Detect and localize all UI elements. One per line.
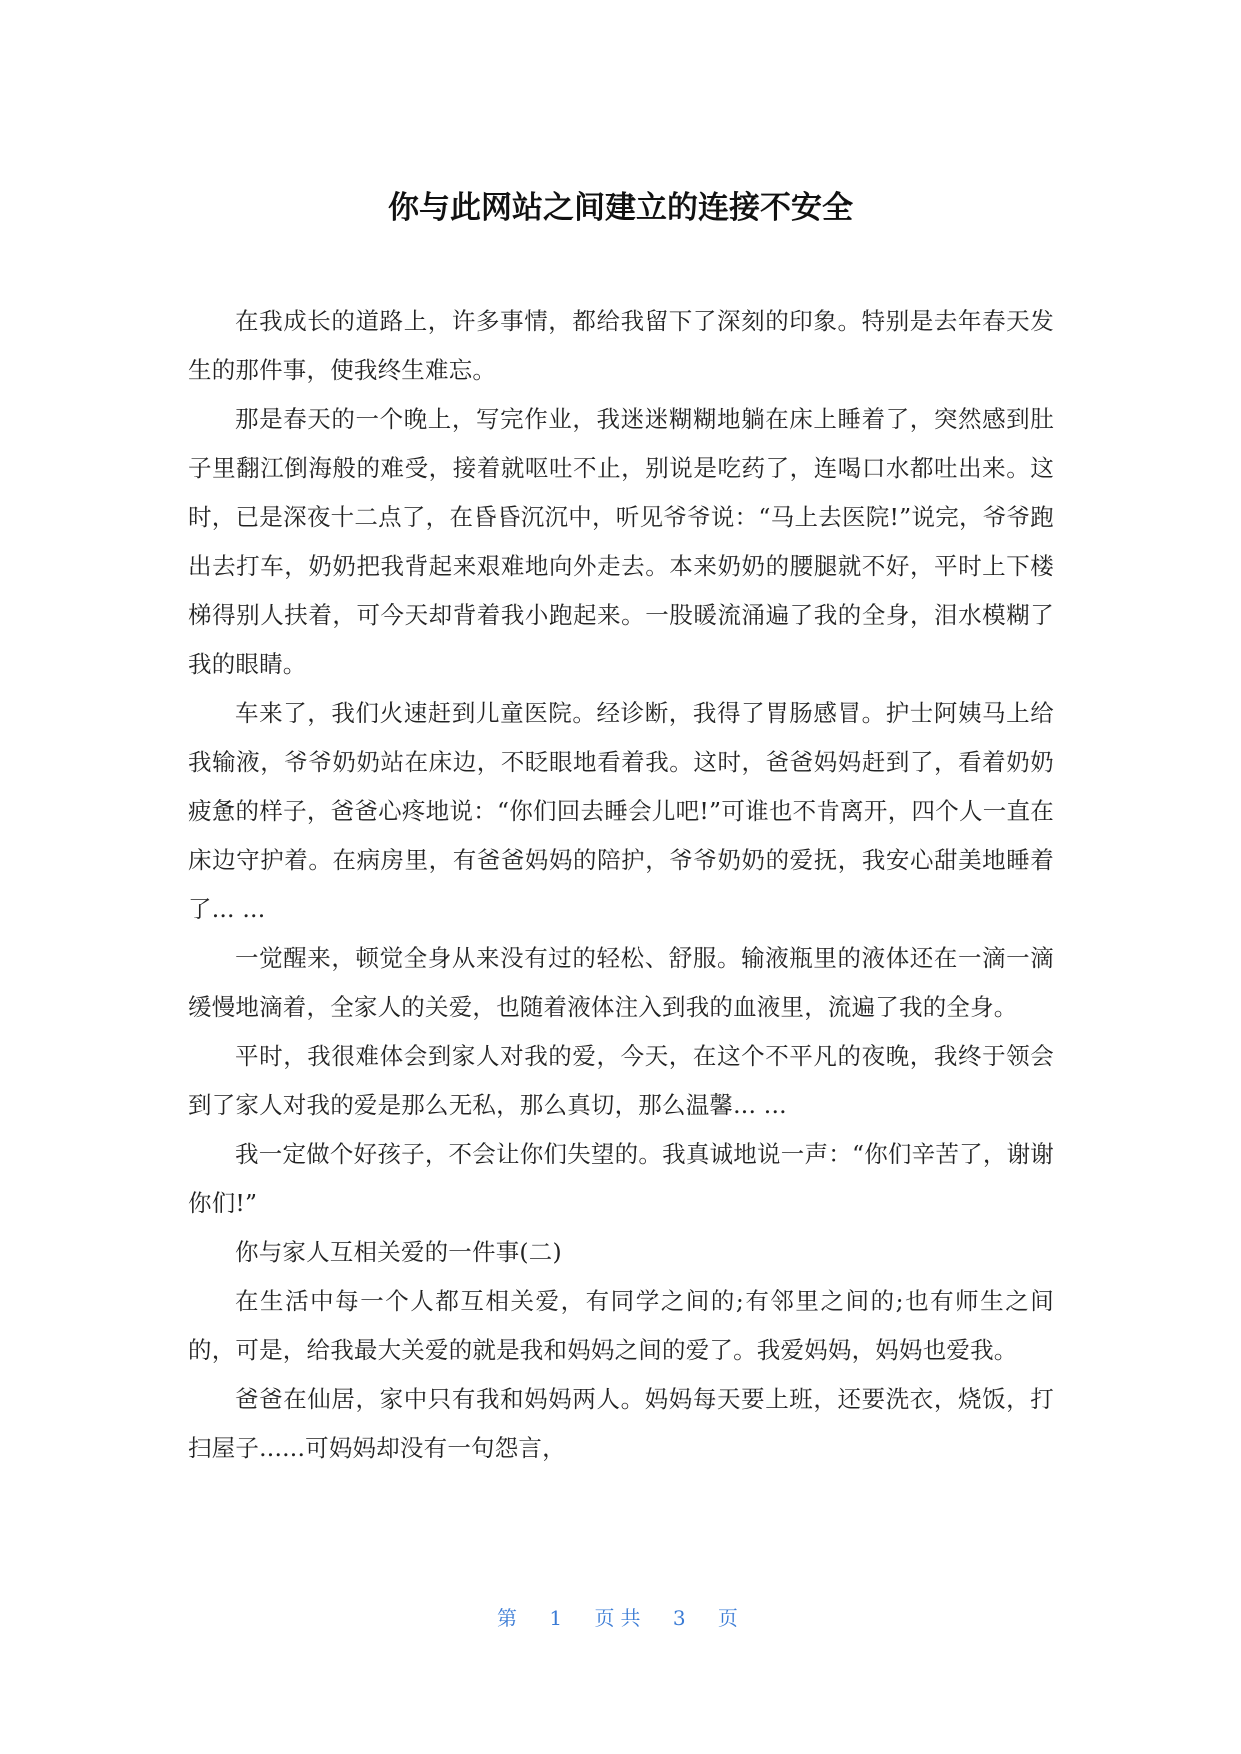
paragraph: 一觉醒来，顿觉全身从来没有过的轻松、舒服。输液瓶里的液体还在一滴一滴缓慢地滴着，全家人的关爱，也随着液体注入到我的血液里，流遍了我的全身。: [188, 944, 1054, 1021]
paragraph: 爸爸在仙居，家中只有我和妈妈两人。妈妈每天要上班，还要洗衣，烧饭，打扫屋子......可妈妈却没有一句怨言，: [188, 1385, 1054, 1462]
paragraph: 在我成长的道路上，许多事情，都给我留下了深刻的印象。特别是去年春天发生的那件事，使我终生难忘。: [188, 307, 1054, 384]
paragraph: 在生活中每一个人都互相关爱，有同学之间的;有邻里之间的;也有师生之间的，可是，给我最大关爱的就是我和妈妈之间的爱了。我爱妈妈，妈妈也爱我。: [188, 1287, 1054, 1364]
paragraph: 那是春天的一个晚上，写完作业，我迷迷糊糊地躺在床上睡着了，突然感到肚子里翻江倒海般的难受，接着就呕吐不止，别说是吃药了，连喝口水都吐出来。这时，已是深夜十二点了，在昏昏沉沉中，听见爷爷说：“马上去医院!”说完，爷爷跑出去打车，奶奶把我背起来艰难地向外走去。本来奶奶的腰腿就不好，平时上下楼梯得别人扶着，可今天却背着我小跑起来。一股暖流涌遍了我的全身，泪水模糊了我的眼睛。: [188, 405, 1054, 678]
document-body: [188, 297, 1054, 1473]
page-number-footer: 第 1 页共 3 页: [497, 1606, 744, 1630]
section-heading: 你与家人互相关爱的一件事(二): [235, 1238, 562, 1266]
document-title: 你与此网站之间建立的连接不安全: [388, 190, 853, 226]
paragraph: 我一定做个好孩子，不会让你们失望的。我真诚地说一声：“你们辛苦了，谢谢你们!”: [188, 1140, 1054, 1217]
paragraph: 平时，我很难体会到家人对我的爱，今天，在这个不平凡的夜晚，我终于领会到了家人对我的爱是那么无私，那么真切，那么温馨... ...: [188, 1042, 1054, 1119]
paragraph: 车来了，我们火速赶到儿童医院。经诊断，我得了胃肠感冒。护士阿姨马上给我输液，爷爷奶奶站在床边，不眨眼地看着我。这时，爸爸妈妈赶到了，看着奶奶疲惫的样子，爸爸心疼地说：“你们回去睡会儿吧!”可谁也不肯离开，四个人一直在床边守护着。在病房里，有爸爸妈妈的陪护，爷爷奶奶的爱抚，我安心甜美地睡着了... ...: [188, 699, 1054, 923]
